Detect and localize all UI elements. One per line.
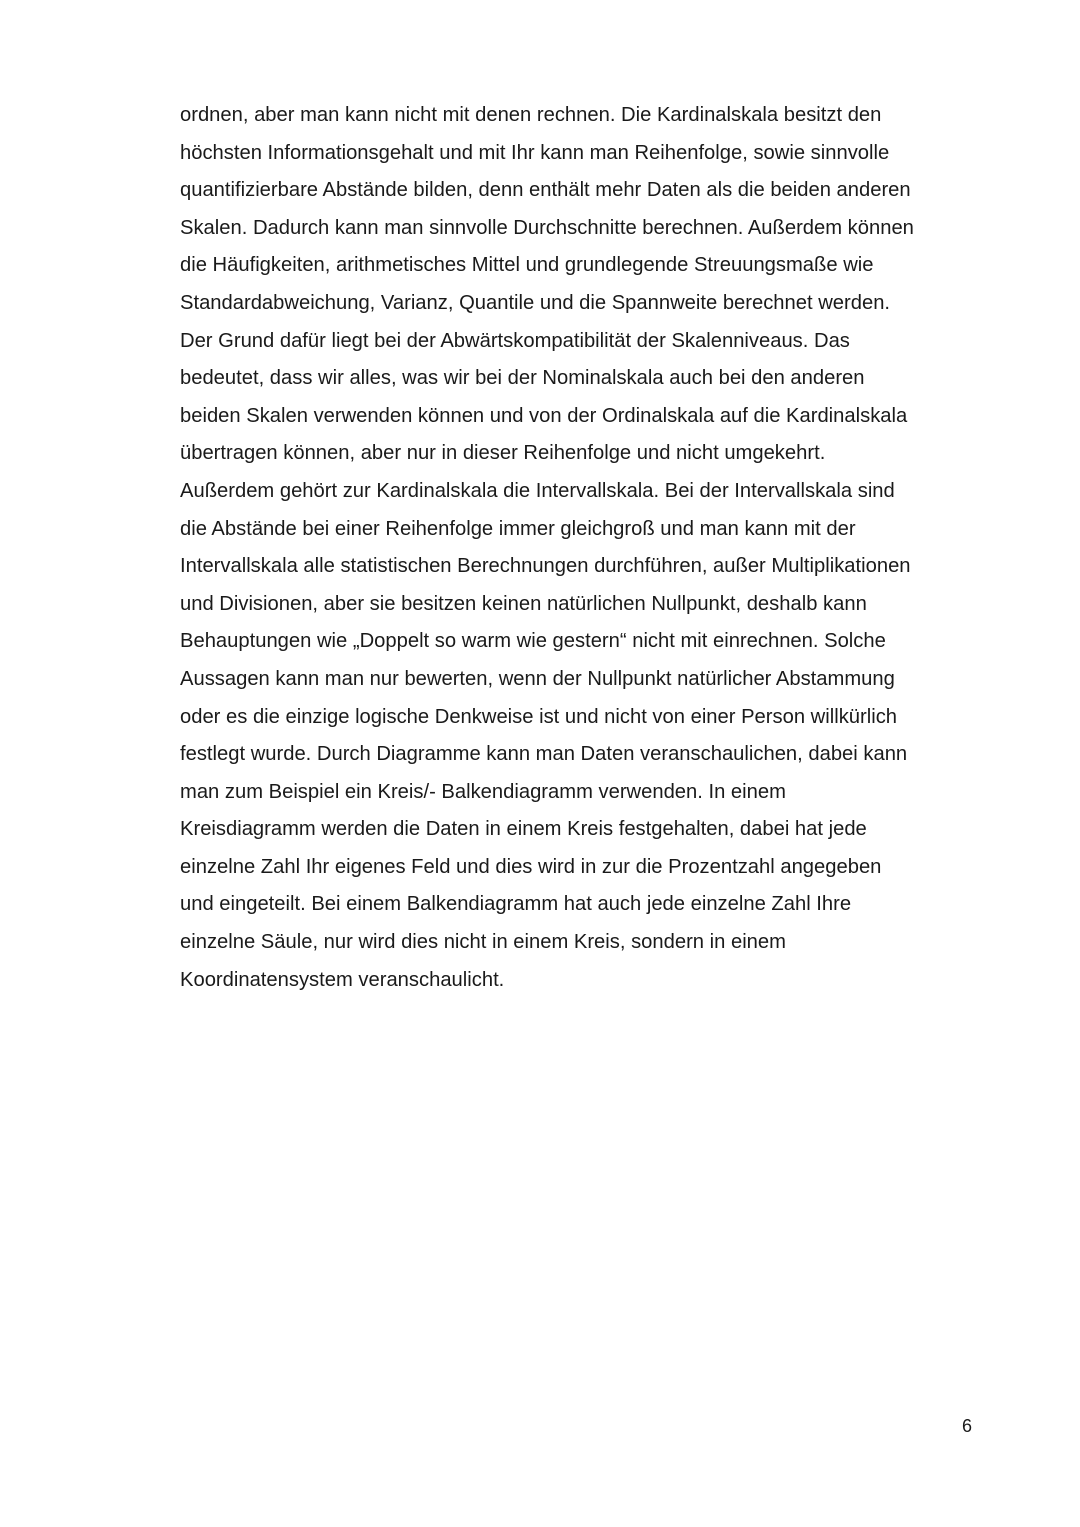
text-line: bedeutet, dass wir alles, was wir bei der Nominalskala auch bei den anderen xyxy=(180,367,865,390)
text-line: Skalen. Dadurch kann man sinnvolle Durchschnitte berechnen. Außerdem können xyxy=(180,216,914,239)
text-line: einzelne Säule, nur wird dies nicht in einem Kreis, sondern in einem xyxy=(180,931,786,954)
text-line: Außerdem gehört zur Kardinalskala die Intervallskala. Bei der Intervallskala sind xyxy=(180,479,895,502)
text-line: und Divisionen, aber sie besitzen keinen natürlichen Nullpunkt, deshalb kann xyxy=(180,592,867,615)
text-line: übertragen können, aber nur in dieser Reihenfolge und nicht umgekehrt. xyxy=(180,442,826,465)
text-line: oder es die einzige logische Denkweise ist und nicht von einer Person willkürlich xyxy=(180,705,898,728)
text-line: Intervallskala alle statistischen Berechnungen durchführen, außer Multiplikationen xyxy=(180,555,911,578)
text-line: quantifizierbare Abstände bilden, denn enthält mehr Daten als die beiden anderen xyxy=(180,179,911,202)
text-line: einzelne Zahl Ihr eigenes Feld und dies wird in zur die Prozentzahl angegeben xyxy=(180,855,882,878)
text-line: Koordinatensystem veranschaulicht. xyxy=(180,968,505,991)
text-line: Behauptungen wie „Doppelt so warm wie gestern“ nicht mit einrechnen. Solche xyxy=(180,630,886,653)
text-line: ordnen, aber man kann nicht mit denen rechnen. Die Kardinalskala besitzt den xyxy=(180,104,882,126)
text-line: und eingeteilt. Bei einem Balkendiagramm hat auch jede einzelne Zahl Ihre xyxy=(180,893,852,916)
page-number: 6 xyxy=(962,1416,973,1436)
text-line: man zum Beispiel ein Kreis/- Balkendiagramm verwenden. In einem xyxy=(180,780,786,803)
text-line: die Häufigkeiten, arithmetisches Mittel und grundlegende Streuungsmaße wie xyxy=(180,254,874,277)
text-line: Der Grund dafür liegt bei der Abwärtskompatibilität der Skalenniveaus. Das xyxy=(180,329,850,352)
text-line: Standardabweichung, Varianz, Quantile und die Spannweite berechnet werden. xyxy=(180,291,891,314)
text-line: beiden Skalen verwenden können und von der Ordinalskala auf die Kardinalskala xyxy=(180,404,908,427)
text-line: höchsten Informationsgehalt und mit Ihr kann man Reihenfolge, sowie sinnvolle xyxy=(180,141,890,164)
text-line: die Abstände bei einer Reihenfolge immer gleichgroß und man kann mit der xyxy=(180,517,856,540)
body-paragraph xyxy=(180,97,1000,999)
text-line: festlegt wurde. Durch Diagramme kann man Daten veranschaulichen, dabei kann xyxy=(180,743,908,766)
text-line: Kreisdiagramm werden die Daten in einem Kreis festgehalten, dabei hat jede xyxy=(180,818,867,841)
text-line: Aussagen kann man nur bewerten, wenn der Nullpunkt natürlicher Abstammung xyxy=(180,667,895,690)
